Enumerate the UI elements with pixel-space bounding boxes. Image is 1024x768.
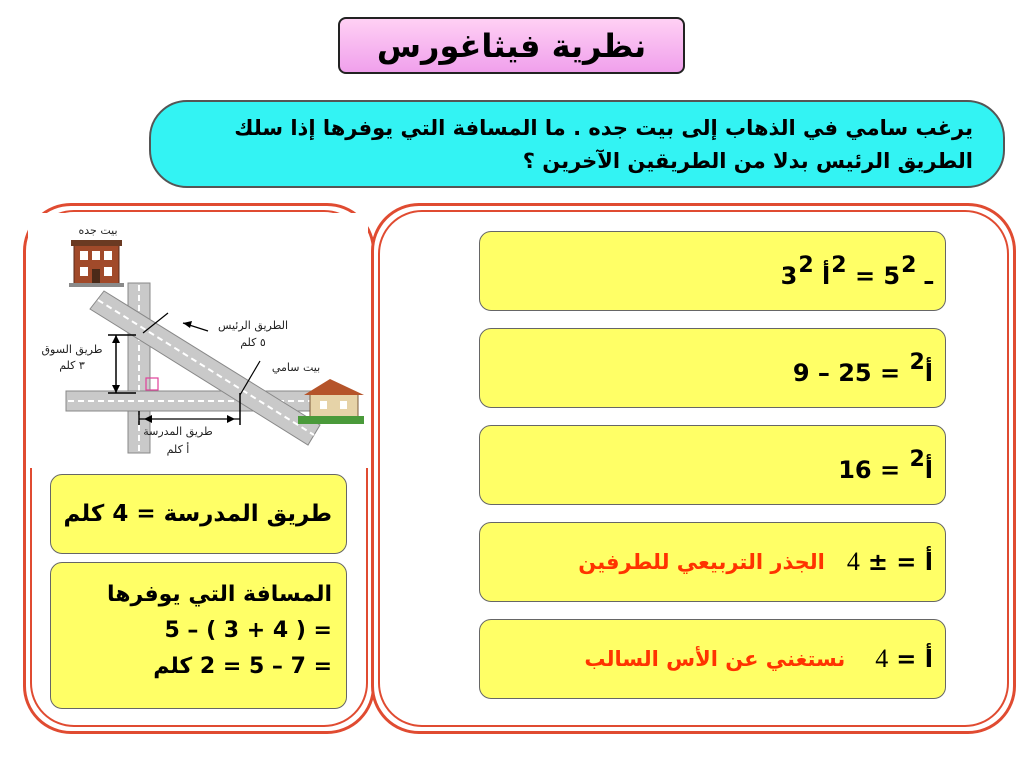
- step-5-lhs: أ =: [896, 645, 933, 673]
- step-2-equation: [793, 350, 933, 387]
- question-box: [149, 100, 1005, 188]
- main-road-label: الطريق الرئيس: [217, 319, 289, 332]
- step-1-minus: ـ: [813, 261, 933, 290]
- step-4-note: الجذر التربيعي للطرفين: [578, 550, 825, 574]
- step-box-1: [479, 231, 946, 311]
- step-1-e2: 2: [798, 252, 814, 278]
- step-2-rhs: 9 – 25 =: [792, 358, 909, 387]
- step-box-3: [479, 425, 946, 505]
- savings-box: [50, 562, 347, 709]
- savings-step-2: = 7 – 5 = 2 كلم: [153, 654, 332, 679]
- step-3-var: أ: [924, 455, 933, 484]
- school-road-result-box: [50, 474, 347, 554]
- step-1-e1: 2: [901, 252, 917, 278]
- step-1-var: أ: [822, 261, 831, 290]
- savings-step-1: = ( 4 + 3 ) – 5: [164, 618, 332, 643]
- step-2-var: أ: [924, 358, 933, 387]
- step-3-exp: 2: [909, 446, 925, 472]
- question-line-1: يرغب سامي في الذهاب إلى بيت جده . ما المسافة التي يوفرها إذا سلك: [234, 116, 973, 140]
- savings-label: المسافة التي يوفرها: [107, 582, 332, 607]
- page-title: [338, 17, 685, 74]
- grandpa-house-label: بيت جده: [78, 224, 118, 237]
- school-road-length: أ كلم: [166, 443, 190, 456]
- step-1-equation: [781, 253, 933, 290]
- road-diagram: [28, 213, 368, 468]
- step-1-n2: 3: [780, 261, 798, 290]
- step-5-note: نستغني عن الأس السالب: [584, 647, 846, 671]
- step-4-lhs: أ = ±: [867, 548, 933, 576]
- title-text: نظرية فيثاغورس: [376, 26, 647, 65]
- step-3-equation: 16 = $^2$أ: [838, 446, 933, 484]
- market-road-length: ٣ كلم: [59, 359, 85, 372]
- step-box-4: [479, 522, 946, 602]
- step-1-eq: =: [846, 261, 884, 290]
- step-5-num: 4: [875, 644, 889, 673]
- grandpa-house-icon: [69, 240, 124, 287]
- main-road-length: ٥ كلم: [240, 336, 266, 349]
- step-2-exp: 2: [909, 349, 925, 375]
- school-road-label: طريق المدرسة: [143, 425, 213, 438]
- question-line-2: الطريق الرئيس بدلا من الطريقين الآخرين ؟: [522, 149, 973, 173]
- step-1-n1: 5: [883, 261, 901, 290]
- sami-house-label: بيت سامي: [271, 361, 321, 374]
- step-1-exp: 2: [831, 252, 847, 278]
- school-road-result: طريق المدرسة = 4 كلم: [63, 501, 332, 527]
- step-4-num: 4: [846, 547, 860, 576]
- market-road-label: طريق السوق: [41, 343, 103, 356]
- step-box-2: [479, 328, 946, 408]
- step-box-5: [479, 619, 946, 699]
